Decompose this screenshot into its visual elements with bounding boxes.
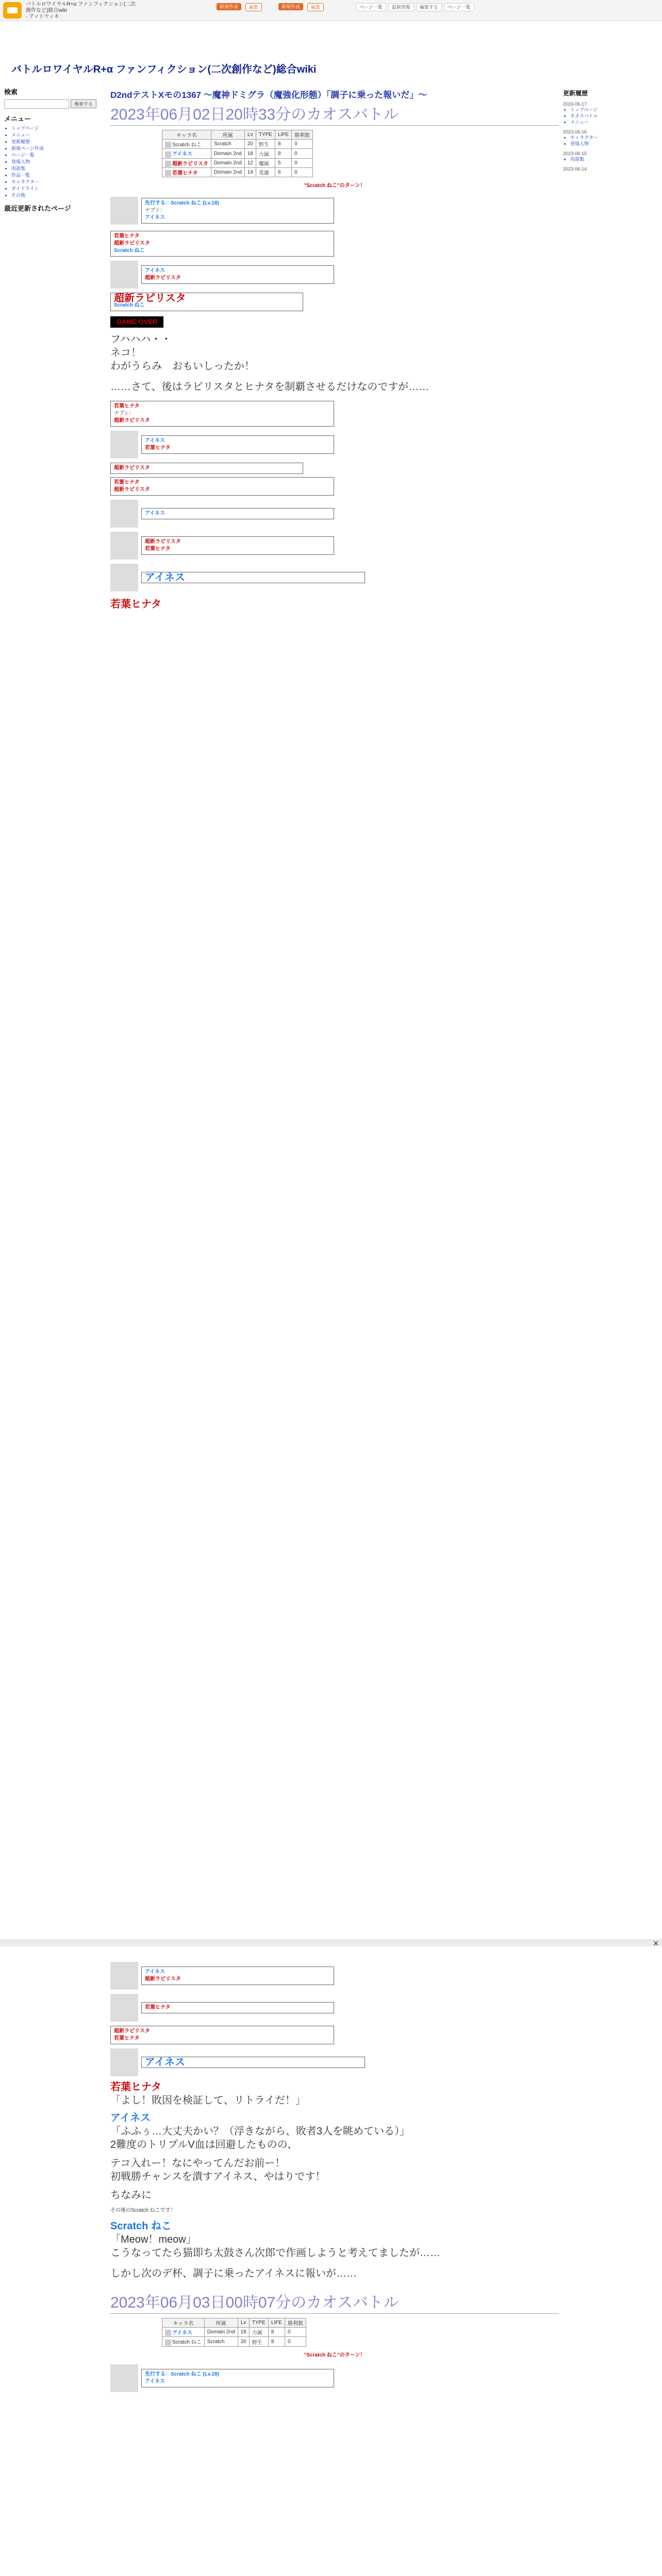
col-header: Lv [238, 2318, 249, 2328]
update-list [563, 134, 656, 147]
update-date: 2023-06-16 [563, 129, 587, 134]
menu-item[interactable]: • ガイドライン [11, 185, 102, 192]
menu-list [4, 125, 102, 199]
party-cell: Domain 2nd [211, 149, 244, 158]
party-table [162, 130, 313, 177]
topbar-title-line2: - アットウィキ [26, 14, 59, 20]
battle-line: 超新ラピリスタ [114, 293, 186, 304]
party-cell: Domain 2nd [211, 158, 244, 167]
update-date: 2023-06-17 [563, 101, 587, 107]
battle-log-box [110, 293, 303, 311]
col-header: TYPE [249, 2318, 268, 2328]
menu-item[interactable]: • キャラクター [11, 179, 102, 185]
battle-log-box [110, 477, 334, 496]
battle-line: アイネス [145, 268, 165, 274]
battle-line: 超新ラピリスタ [145, 1976, 181, 1982]
battle-line: 超新ラピリスタ [114, 2028, 150, 2034]
battle-row [110, 2364, 559, 2392]
party-cell: 0 [292, 149, 313, 158]
party-cell: Scratch [211, 140, 244, 149]
party-cell: 0 [292, 140, 313, 149]
col-header: キャラ名 [162, 130, 211, 140]
party-header-row [162, 2318, 306, 2328]
battle-log-box [141, 536, 334, 555]
battle-log-box [141, 435, 334, 454]
close-icon[interactable]: ✕ [653, 1939, 659, 1947]
battle-log-box [110, 463, 303, 474]
party-row [162, 168, 313, 177]
party-cell: 8 [275, 149, 291, 158]
battle-row [110, 500, 559, 528]
battle-line: 若葉ヒナタ [145, 445, 171, 451]
right-sidebar [563, 89, 656, 172]
battle-line: 先行する：Scratch ねこ (Lv.18) [145, 2371, 219, 2377]
character-name: アイネス [172, 151, 192, 158]
game-over-banner: GAME OVER [110, 316, 163, 328]
party-cell: 0 [285, 2337, 306, 2346]
party-cell[interactable] [162, 2337, 205, 2346]
party-row [162, 149, 313, 158]
battle-line: ナブシ： [114, 411, 135, 417]
character-thumb-icon [165, 2340, 171, 2346]
battle-line: アイネス [145, 2057, 185, 2068]
turn-announcement [110, 182, 559, 190]
party-row [162, 2337, 306, 2346]
battle-line: 超新ラピリスタ [114, 241, 150, 247]
battle-line: Scratch ねこ [114, 302, 145, 309]
battle-row [110, 564, 559, 591]
battle-line: 若葉ヒナタ [114, 233, 140, 240]
update-date: 2023-06-14 [563, 166, 587, 172]
search-input[interactable] [4, 99, 69, 109]
party-cell: 18 [244, 149, 256, 158]
battle-log-box [141, 2002, 334, 2013]
character-thumb-icon [165, 170, 171, 176]
menu-item[interactable]: • トップページ [11, 125, 102, 132]
page-title: D2ndテストXモの1367 ～魔神ドミグラ（魔強化形態）「調子に乗った報いだ」～ [110, 90, 427, 100]
battle-line: アイネス [145, 2378, 165, 2384]
menu-item[interactable]: • その他 [11, 192, 102, 199]
character-portrait [110, 261, 138, 289]
battle-log-box [141, 198, 334, 224]
col-header: 勝利数 [285, 2318, 306, 2328]
story-text: ……さて、後はラピリスタとヒナタを制覇させるだけなのですが…… [110, 381, 429, 393]
new-page-button-2[interactable]: 新規作成 [278, 3, 303, 10]
turn-text: "Scratch ねこ"のターン！ [304, 2352, 366, 2358]
nav-edit[interactable]: 編集する [416, 3, 442, 11]
nav-page-list[interactable]: ページ一覧 [356, 3, 386, 11]
battle-log-box [110, 2026, 334, 2044]
party-cell: 12 [244, 158, 256, 167]
main-content [110, 88, 559, 611]
update-item[interactable]: • メニュー [570, 119, 656, 125]
character-portrait [110, 500, 138, 528]
party-cell: Domain 2nd [211, 168, 244, 177]
battle-line: アイネス [145, 215, 165, 221]
battle-line: アイネス [145, 511, 165, 517]
party-header-row [162, 130, 313, 140]
battle-row [110, 431, 559, 459]
col-header: 所属 [204, 2318, 238, 2328]
party-cell: 20 [244, 140, 256, 149]
nav-updates[interactable]: 最新情報 [388, 3, 414, 11]
menu-item[interactable]: • ページ一覧 [11, 152, 102, 159]
character-portrait [110, 197, 138, 225]
party-cell: 18 [238, 2328, 249, 2337]
story-quote: 「ふふぅ…大丈夫かい？（浮きながら、敗者3人を眺めている）」 [110, 2126, 410, 2137]
battle-log-box [141, 2057, 365, 2068]
story-text: しかし次のデ杯、調子に乗ったアイネスに報いが…… [110, 2268, 357, 2279]
story-name: 若葉ヒナタ [110, 599, 161, 611]
party-row [162, 2328, 306, 2337]
battle-log-box [110, 401, 334, 427]
menu-item[interactable]: • 用語集 [11, 165, 102, 172]
battle-line: 先行する：Scratch ねこ (Lv.18) [145, 200, 219, 207]
new-page-button[interactable]: 新規作成 [217, 3, 241, 10]
search-button[interactable]: 検索する [71, 99, 96, 108]
story-text: 初戦勝チャンスを潰すアイネス、やはりです！ [110, 2171, 326, 2182]
party-cell[interactable] [162, 168, 211, 177]
battle-row [110, 261, 559, 289]
party-cell: 6 [275, 168, 291, 177]
battle-line: 超新ラピリスタ [114, 465, 150, 471]
nav-page-list-2[interactable]: ページ一覧 [444, 3, 474, 11]
battle-line: 超新ラピリスタ [114, 418, 150, 424]
story-text: ネコ！ [110, 347, 141, 359]
battle-line: アイネス [145, 1969, 165, 1975]
story-name: 若葉ヒナタ [110, 2081, 161, 2093]
col-header: Lv [244, 130, 256, 140]
battle-line: アイネス [145, 438, 165, 444]
updates-heading: 更新履歴 [563, 90, 588, 97]
battle-row [110, 195, 559, 227]
battle-log-box [141, 1967, 334, 1985]
battle-log-box [141, 2369, 334, 2387]
party-cell: Scratch [204, 2337, 238, 2346]
menu-item[interactable]: • 更新履歴 [11, 139, 102, 145]
character-portrait [110, 532, 138, 560]
story-text: こうなってたら猫即ち太鼓さん次郎で作画しようと考えてましたが…… [110, 2247, 440, 2259]
character-thumb-icon [165, 142, 171, 148]
battle-line: 超新ラピリスタ [145, 275, 181, 281]
character-portrait [110, 1994, 138, 2022]
character-thumb-icon [165, 2330, 171, 2336]
party-cell: 野生 [256, 140, 275, 149]
party-row [162, 158, 313, 167]
character-name: 超新ラピリスタ [172, 161, 208, 167]
story-quote: 「Meow！meow」 [110, 2234, 196, 2245]
party-cell: 力属 [256, 149, 275, 158]
battle-line: 若葉ヒナタ [145, 2005, 171, 2010]
update-date: 2023-06-15 [563, 151, 587, 156]
battle-row [110, 532, 559, 560]
party-cell: 英雄 [256, 168, 275, 177]
party-cell: 8 [268, 2337, 285, 2346]
col-header: LIFE [275, 130, 291, 140]
character-portrait [110, 2048, 138, 2076]
battle-log-box [141, 265, 334, 284]
party-cell: 8 [268, 2328, 285, 2337]
character-name: Scratch ねこ [172, 142, 202, 148]
update-item[interactable]: • 用語集 [570, 156, 656, 162]
party-table-2 [162, 2318, 306, 2347]
update-item[interactable]: • トップページ [570, 107, 656, 113]
party-cell[interactable] [162, 2328, 205, 2337]
col-header: 勝利数 [292, 130, 313, 140]
battle-line: 超新ラピリスタ [145, 539, 181, 545]
story-text: その後のScratch ねこです！ [110, 2208, 176, 2213]
topbar-title-line1: バトルロワイヤルR+α ファンフィクション(二次創作など)総合wiki [26, 2, 136, 13]
update-item[interactable]: • カオスバトル [570, 113, 656, 119]
battle-line: 超新ラピリスタ [114, 487, 150, 493]
battle-line: 若葉ヒナタ [145, 546, 171, 552]
party-cell[interactable] [162, 158, 211, 167]
party-cell: Domain 2nd [204, 2328, 238, 2337]
top-bar [0, 0, 662, 21]
story-text: フハハハ・・ [110, 334, 172, 346]
character-thumb-icon [165, 151, 171, 158]
party-cell: 野生 [249, 2337, 268, 2346]
party-cell: 0 [285, 2328, 306, 2337]
menu-item[interactable]: • 登場人物 [11, 159, 102, 165]
battle-line: 若葉ヒナタ [114, 2036, 140, 2041]
edit-badge-button-2[interactable]: 編集 [307, 3, 324, 11]
battle-row [110, 1994, 559, 2022]
menu-item[interactable]: • 新規ページ作成 [11, 145, 102, 152]
menu-item[interactable]: • メニュー [11, 132, 102, 139]
character-portrait [110, 1962, 138, 1990]
battle-line: 若葉ヒナタ [114, 403, 140, 410]
turn-text: "Scratch ねこ"のターン！ [304, 183, 366, 189]
battle-log-box [141, 508, 334, 519]
game-over-block [110, 316, 559, 328]
site-logo[interactable] [3, 2, 22, 19]
update-list [563, 107, 656, 125]
character-name: 若葉ヒナタ [172, 171, 198, 177]
party-cell[interactable] [162, 140, 211, 149]
scroll-separator [0, 1940, 662, 1946]
section-date-2: 2023年06月03日00時07分のカオスバトル [110, 2290, 559, 2314]
recent-heading: 最近更新されたページ [4, 205, 71, 212]
story-name: アイネス [110, 2112, 151, 2124]
menu-item[interactable]: • 作品一覧 [11, 172, 102, 179]
col-header: 所属 [211, 130, 244, 140]
story-text: ちなみに [110, 2190, 152, 2201]
party-cell: 0 [292, 168, 313, 177]
party-row [162, 140, 313, 149]
character-portrait [110, 431, 138, 459]
battle-line: 若葉ヒナタ [114, 480, 140, 486]
search-label: 検索 [4, 88, 18, 96]
col-header: LIFE [268, 2318, 285, 2328]
party-cell: 5 [275, 158, 291, 167]
story-text: 2難度のトリプルV血は回避したものの、 [110, 2139, 297, 2150]
character-name: Scratch ねこ [172, 2340, 202, 2346]
col-header: キャラ名 [162, 2318, 205, 2328]
party-cell: 20 [238, 2337, 249, 2346]
left-sidebar [4, 82, 102, 215]
story-text: わがうらみ おもいしったか！ [110, 361, 255, 372]
update-item[interactable]: • キャラクター [570, 134, 656, 141]
character-portrait [110, 564, 138, 591]
party-cell[interactable] [162, 149, 211, 158]
party-cell: 8 [275, 140, 291, 149]
battle-log-box [141, 572, 365, 583]
topbar-site-title[interactable] [26, 2, 139, 20]
party-cell: 14 [244, 168, 256, 177]
story-text: テコ入れー！なにやってんだお前ー！ [110, 2158, 286, 2169]
col-header: TYPE [256, 130, 275, 140]
character-portrait [110, 2364, 138, 2392]
battle-line: ナブシ： [145, 208, 166, 214]
battle-log-box [110, 231, 334, 257]
party-cell: 0 [292, 158, 313, 167]
update-item[interactable]: • 登場人物 [570, 141, 656, 147]
edit-badge-button[interactable]: 編集 [245, 3, 262, 11]
story-quote: 「よし！敗因を検証して、リトライだ！」 [110, 2095, 306, 2106]
menu-heading: メニュー [4, 115, 31, 123]
party-cell: 力属 [249, 2328, 268, 2337]
battle-row [110, 2048, 559, 2076]
party-cell: 魔属 [256, 158, 275, 167]
top-nav [356, 3, 474, 11]
turn-announcement [110, 2352, 559, 2359]
site-title[interactable]: バトルロワイヤルR+α ファンフィクション(二次創作など)総合wiki [11, 64, 317, 75]
main-content-continued [110, 1958, 559, 2396]
update-list [563, 156, 656, 162]
battle-line: Scratch ねこ [114, 248, 145, 254]
section-date-1: 2023年06月02日20時33分のカオスバトル [110, 101, 559, 126]
story-name: Scratch ねこ [110, 2221, 172, 2232]
character-name: アイネス [172, 2330, 192, 2336]
character-thumb-icon [165, 161, 171, 167]
battle-row [110, 1962, 559, 1990]
battle-line: アイネス [145, 572, 185, 584]
